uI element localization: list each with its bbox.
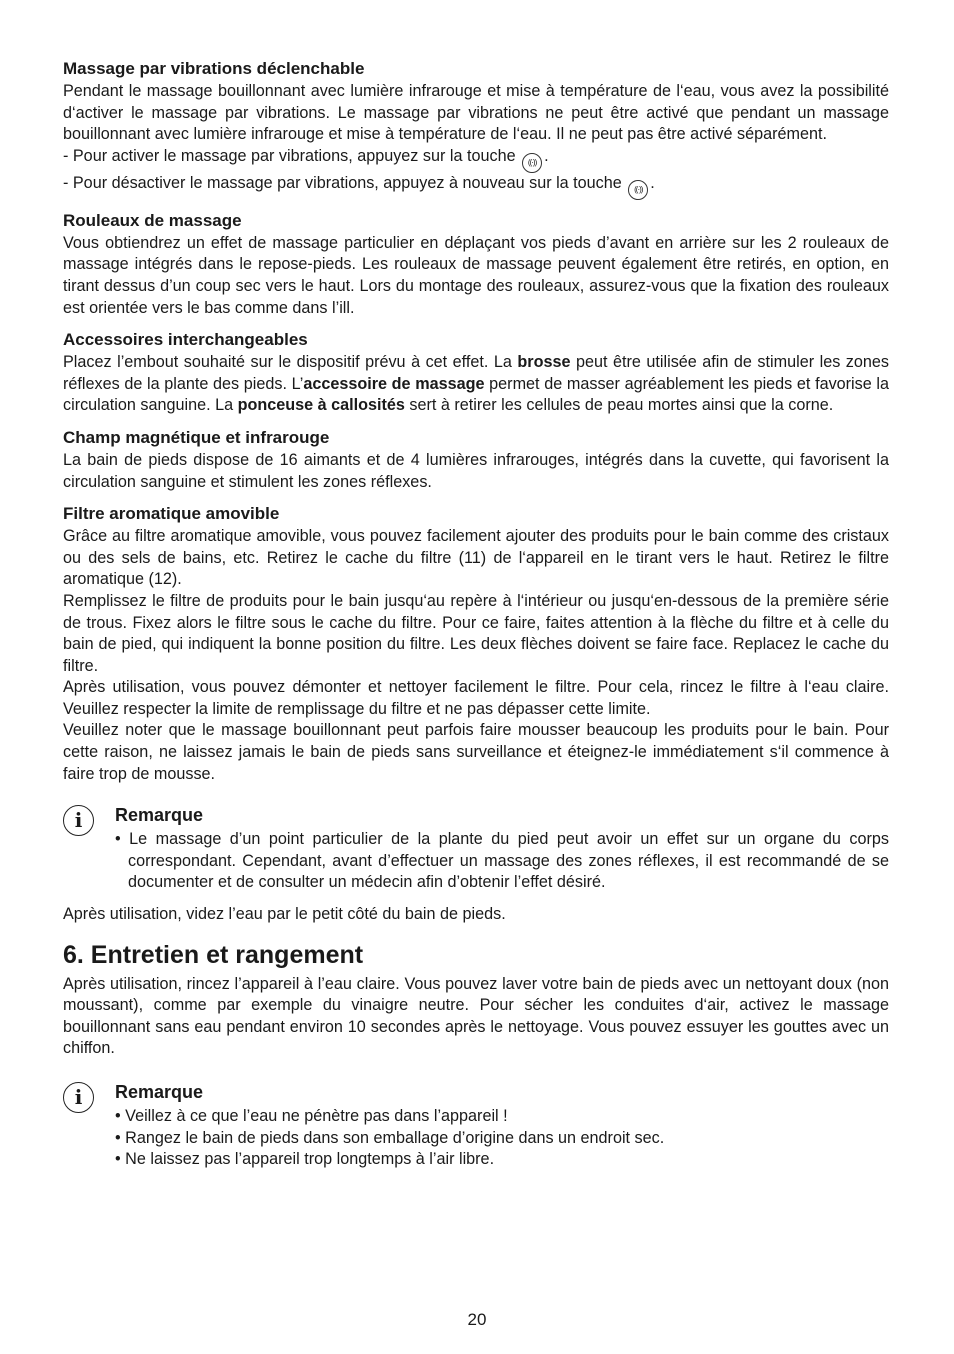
vibration-button-icon: ((·)) — [628, 180, 648, 200]
paragraph — [63, 352, 889, 417]
section-vibration — [63, 58, 889, 200]
vibration-button-icon: ((·)) — [522, 153, 542, 173]
text-run: peut être utilisée afin de stimuler les zones réflexes de la plante des pieds. L’ — [63, 353, 889, 393]
paragraph: Grâce au filtre aromatique amovible, vous pouvez facilement ajouter des produits pour le bain comme des cristaux ou des sels de bains, etc. Retirez le cache du filtre (11) de l‘appareil en le tirant vers le haut. Retirez le filtre aromatique (12). — [63, 527, 889, 589]
section-magnetic — [63, 427, 889, 493]
paragraph: Après utilisation, vous pouvez démonter et nettoyer facilement le filtre. Pour cela, rincez le filtre à l‘eau claire. Veuillez respecter la limite de remplissage du filtre et ne pas dépasser cette limite. — [63, 678, 889, 718]
section-heading: Rouleaux de massage — [63, 210, 242, 230]
paragraph: La bain de pieds dispose de 16 aimants et de 4 lumières infrarouges, intégrés dans la cuvette, qui favorisent la circulation sanguine et stimulent les zones réflexes. — [63, 450, 889, 491]
paragraph: Après utilisation, rincez l’appareil à l’eau claire. Vous pouvez laver votre bain de pieds avec un nettoyant doux (non moussant), comme par exemple du vinaigre neutre. Pour sécher les conduites d‘air, activez le massage bouillonnant sans eau pendant environ 10 secondes après le nettoyage. Vous pouvez essuyer les gouttes avec un chiffon. — [63, 974, 889, 1058]
section-accessories — [63, 329, 889, 417]
list-item: • Veillez à ce que l’eau ne pénètre pas dans l’appareil ! — [115, 1106, 889, 1128]
note-title: Remarque — [115, 805, 204, 826]
text-run: Placez l’embout souhaité sur le dispositif prévu à cet effet. La — [63, 353, 518, 372]
text-run: sert à retirer les cellules de peau mortes ainsi que la corne. — [404, 396, 834, 415]
bold-term: brosse — [517, 353, 571, 372]
bold-term: ponceuse à callosités — [237, 396, 405, 415]
paragraph: Vous obtiendrez un effet de massage particulier en déplaçant vos pieds d’avant en arrière sur les 2 rouleaux de massage intégrés dans le repose-pieds. Les rouleaux de massage peuvent également être retirés, en option, en tirant dessus d’un coup sec vers le haut. Lors du montage des rouleaux, assurez-vous que la fixation des rouleaux est orientée vers le bas comme dans l’ill. — [63, 233, 889, 317]
list-item: • Ne laissez pas l’appareil trop longtemps à l’air libre. — [115, 1149, 889, 1171]
text-run: permet de masser agréablement les pieds et favorise la circulation sanguine. La — [63, 374, 890, 415]
info-icon: i — [63, 805, 94, 836]
section-heading: Accessoires interchangeables — [63, 330, 308, 350]
info-icon: i — [63, 1082, 94, 1113]
note-list — [115, 1106, 889, 1171]
list-item: • Le massage d’un point particulier de la plante du pied peut avoir un effet sur un organe du corps correspondant. Cependant, avant d’effectuer un massage des zones réflexes, il est recommandé de se documenter et de consulter un médecin afin d’obtenir l’effet désiré. — [115, 829, 889, 894]
note-title: Remarque — [115, 1082, 204, 1102]
note-list — [115, 829, 889, 894]
bold-term: accessoire de massage — [303, 374, 485, 393]
page-number: 20 — [467, 1310, 487, 1329]
paragraph: Remplissez le filtre de produits pour le bain jusqu‘au repère à l‘intérieur ou jusqu‘en-dessous de la première série de trous. Fixez alors le filtre sous le cache du filtre. Pour ce faire, faites attention à la flèche du filtre et à celle du bain de pied, qui indiquent la bonne position du filtre. Les deux flèches doivent se faire face. Replacez le cache du filtre. — [63, 591, 889, 675]
note-box — [63, 803, 889, 894]
note-box — [63, 1080, 889, 1171]
paragraph: Veuillez noter que le massage bouillonnant peut parfois faire mousser beaucoup les produits pour le bain. Pour cette raison, ne laissez jamais le bain de pieds sans surveillance et éteignez-le immédiatement s‘il commence à faire trop de mousse. — [63, 721, 889, 783]
instruction-line: - Pour désactiver le massage par vibrations, appuyez à nouveau sur la touche ((·)) . — [63, 173, 889, 200]
list-item: • Rangez le bain de pieds dans son emballage d’origine dans un endroit sec. — [115, 1128, 889, 1150]
section-rollers — [63, 210, 889, 319]
paragraph: Après utilisation, videz l’eau par le petit côté du bain de pieds. — [63, 905, 506, 924]
section-heading: Filtre aromatique amovible — [63, 504, 280, 524]
section-filter — [63, 503, 889, 785]
section-heading: Champ magnétique et infrarouge — [63, 427, 330, 447]
instruction-text: - Pour désactiver le massage par vibrations, appuyez à nouveau sur la touche — [63, 173, 622, 192]
chapter-title: 6. Entretien et rangement — [63, 940, 364, 969]
instruction-text: - Pour activer le massage par vibrations, appuyez sur la touche — [63, 146, 516, 165]
paragraph: Pendant le massage bouillonnant avec lumière infrarouge et mise à température de l‘eau, vous avez la possibilité d‘activer le massage par vibrations. Le massage par vibrations ne peut être activé que pendant un massage bouillonnant avec lumière infrarouge et mise à température de l‘eau. Il ne peut pas être activé séparément. — [63, 82, 889, 144]
section-heading: Massage par vibrations déclenchable — [63, 59, 365, 78]
page-content — [63, 58, 889, 1171]
instruction-line: - Pour activer le massage par vibrations, appuyez sur la touche ((·)) . — [63, 146, 889, 173]
